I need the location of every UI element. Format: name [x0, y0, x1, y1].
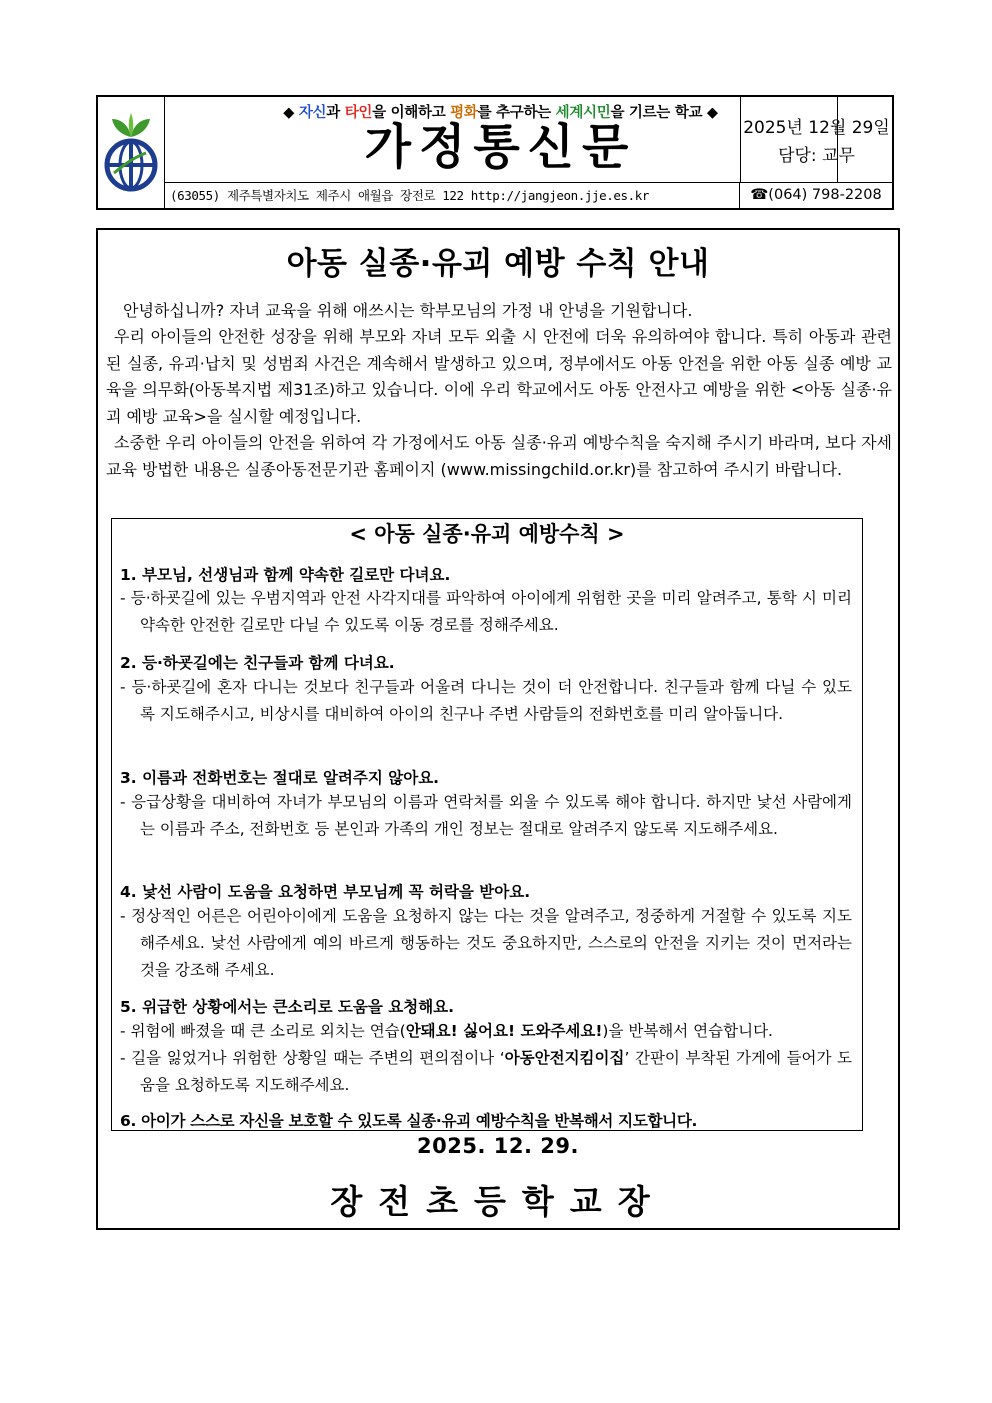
rule-5-text: )을 반복해서 연습합니다.	[602, 1022, 773, 1040]
rule-4-body: - 정상적인 어른은 어린아이에게 도움을 요청하지 않는 다는 것을 알려주고, 정중하게 거절할 수 있도록 지도해주세요. 낯선 사람에게 예의 바르게 행동하는 것도 중요하지만, 스스로의 안전을 지키는 것이 먼저라는 것을 강조해 주세요.	[120, 907, 852, 979]
rule-5-text: - 위험에 빠졌을 때 큰 소리로 외치는 연습(	[120, 1022, 406, 1040]
rule-5-body-2	[120, 1045, 852, 1099]
rule-5-text: - 길을 잃었거나 위험한 상황일 때는 주변의 편의점이나 ‘	[120, 1049, 505, 1067]
newsletter-header	[96, 95, 894, 210]
intro-paragraph-2: 우리 아이들의 안전한 성장을 위해 부모와 자녀 모두 외출 시 안전에 더욱 유의하여야 합니다. 특히 아동과 관련된 실종, 유괴·납치 및 성범죄 사건은 계속해서 발생하고 있으며, 정부에서도 아동 안전을 위한 아동 실종 예방 교육을 의무화(아동복지법 제31조)하고 있습니다. 이에 우리 학교에서도 아동 안전사고 예방을 위한 <아동 실종·유괴 예방 교육>을 실시할 예정입니다.	[106, 327, 892, 426]
rule-2-heading: 2. 등·하굣길에는 친구들과 함께 다녀요.	[120, 654, 395, 672]
motto-text: ◆	[283, 105, 299, 121]
rule-6-heading: 6. 아이가 스스로 자신을 보호할 수 있도록 실종·유괴 예방수칙을 반복해서 지도합니다.	[120, 1112, 698, 1130]
main-content	[96, 228, 900, 1230]
signature-date: 2025. 12. 29.	[417, 1134, 579, 1158]
rule-5-heading: 5. 위급한 상황에서는 큰소리로 도움을 요청해요.	[120, 998, 455, 1016]
motto-word-peace: 평화	[450, 105, 478, 121]
responsible-dept: 담당: 교무	[778, 146, 855, 166]
rule-4-heading: 4. 낯선 사람이 도움을 요청하면 부모님께 꼭 허락을 받아요.	[120, 883, 531, 901]
date-info	[740, 97, 892, 183]
document-title: 아동 실종·유괴 예방 수칙 안내	[286, 246, 710, 282]
rule-5-body-1	[120, 1018, 852, 1045]
rule-5-shout-phrase: 안돼요! 싫어요! 도와주세요!	[405, 1022, 603, 1040]
motto-word-other: 타인	[344, 105, 373, 121]
school-emblem-icon	[102, 107, 160, 199]
motto-word-global-citizen: 세계시민	[555, 105, 611, 121]
motto-text: 을 기르는 학교 ◆	[610, 105, 718, 121]
motto-word-self: 자신	[298, 105, 327, 121]
rule-3-heading: 3. 이름과 전화번호는 절대로 알려주지 않아요.	[120, 769, 440, 787]
rule-5-text: ’ 간판이 부착된 가게에 들어가 도움을 요청하도록 지도해주세요.	[140, 1049, 853, 1094]
motto-text: 을 이해하고	[372, 105, 451, 121]
school-address: (63055) 제주특별자치도 제주시 애월읍 장전로 122 http://jangjeon.jje.es.kr	[164, 183, 740, 208]
motto-text: 과	[326, 105, 345, 121]
rule-3-body: - 응급상황을 대비하여 자녀가 부모님의 이름과 연락처를 외울 수 있도록 해야 합니다. 하지만 낯선 사람에게는 이름과 주소, 전화번호 등 본인과 가족의 개인 정보는 절대로 알려주지 않도록 지도해주세요.	[120, 793, 852, 838]
header-title-area	[164, 97, 838, 183]
school-phone: ☎(064) 798-2208	[750, 187, 882, 203]
rule-2-body: - 등·하굣길에 혼자 다니는 것보다 친구들과 어울려 다니는 것이 더 안전합니다. 친구들과 함께 다닐 수 있도록 지도해주시고, 비상시를 대비하여 아이의 친구나 주변 사람들의 전화번호를 미리 알아둡니다.	[120, 678, 852, 723]
intro-paragraph-3: 소중한 우리 아이들의 안전을 위하여 각 가정에서도 아동 실종·유괴 예방수칙을 숙지해 주시기 바라며, 보다 자세교육 방법한 내용은 실종아동전문기관 홈페이지 (www.missingchild.or.kr)를 참고하여 주시기 바랍니다.	[106, 433, 892, 479]
rule-1-body: - 등·하굣길에 있는 우범지역과 안전 사각지대를 파악하여 아이에게 위험한 곳을 미리 알려주고, 통학 시 미리 약속한 안전한 길로만 다닐 수 있도록 이동 경로를 정해주세요.	[120, 589, 852, 634]
rule-1-heading: 1. 부모님, 선생님과 함께 약속한 길로만 다녀요.	[120, 566, 451, 584]
rules-title: < 아동 실종·유괴 예방수칙 >	[349, 522, 625, 546]
intro-paragraph-1: 안녕하십니까? 자녀 교육을 위해 애쓰시는 학부모님의 가정 내 안녕을 기원합니다.	[123, 301, 693, 320]
issue-date: 2025년 12월 29일	[743, 118, 890, 138]
rule-5-safe-house: 아동안전지킴이집	[504, 1049, 625, 1067]
principal-signature: 장전초등학교장	[330, 1182, 666, 1221]
school-logo	[98, 97, 165, 208]
prevention-rules-box	[111, 518, 863, 1131]
newsletter-title: 가정통신문	[364, 119, 637, 175]
motto-text: 를 추구하는	[477, 105, 556, 121]
